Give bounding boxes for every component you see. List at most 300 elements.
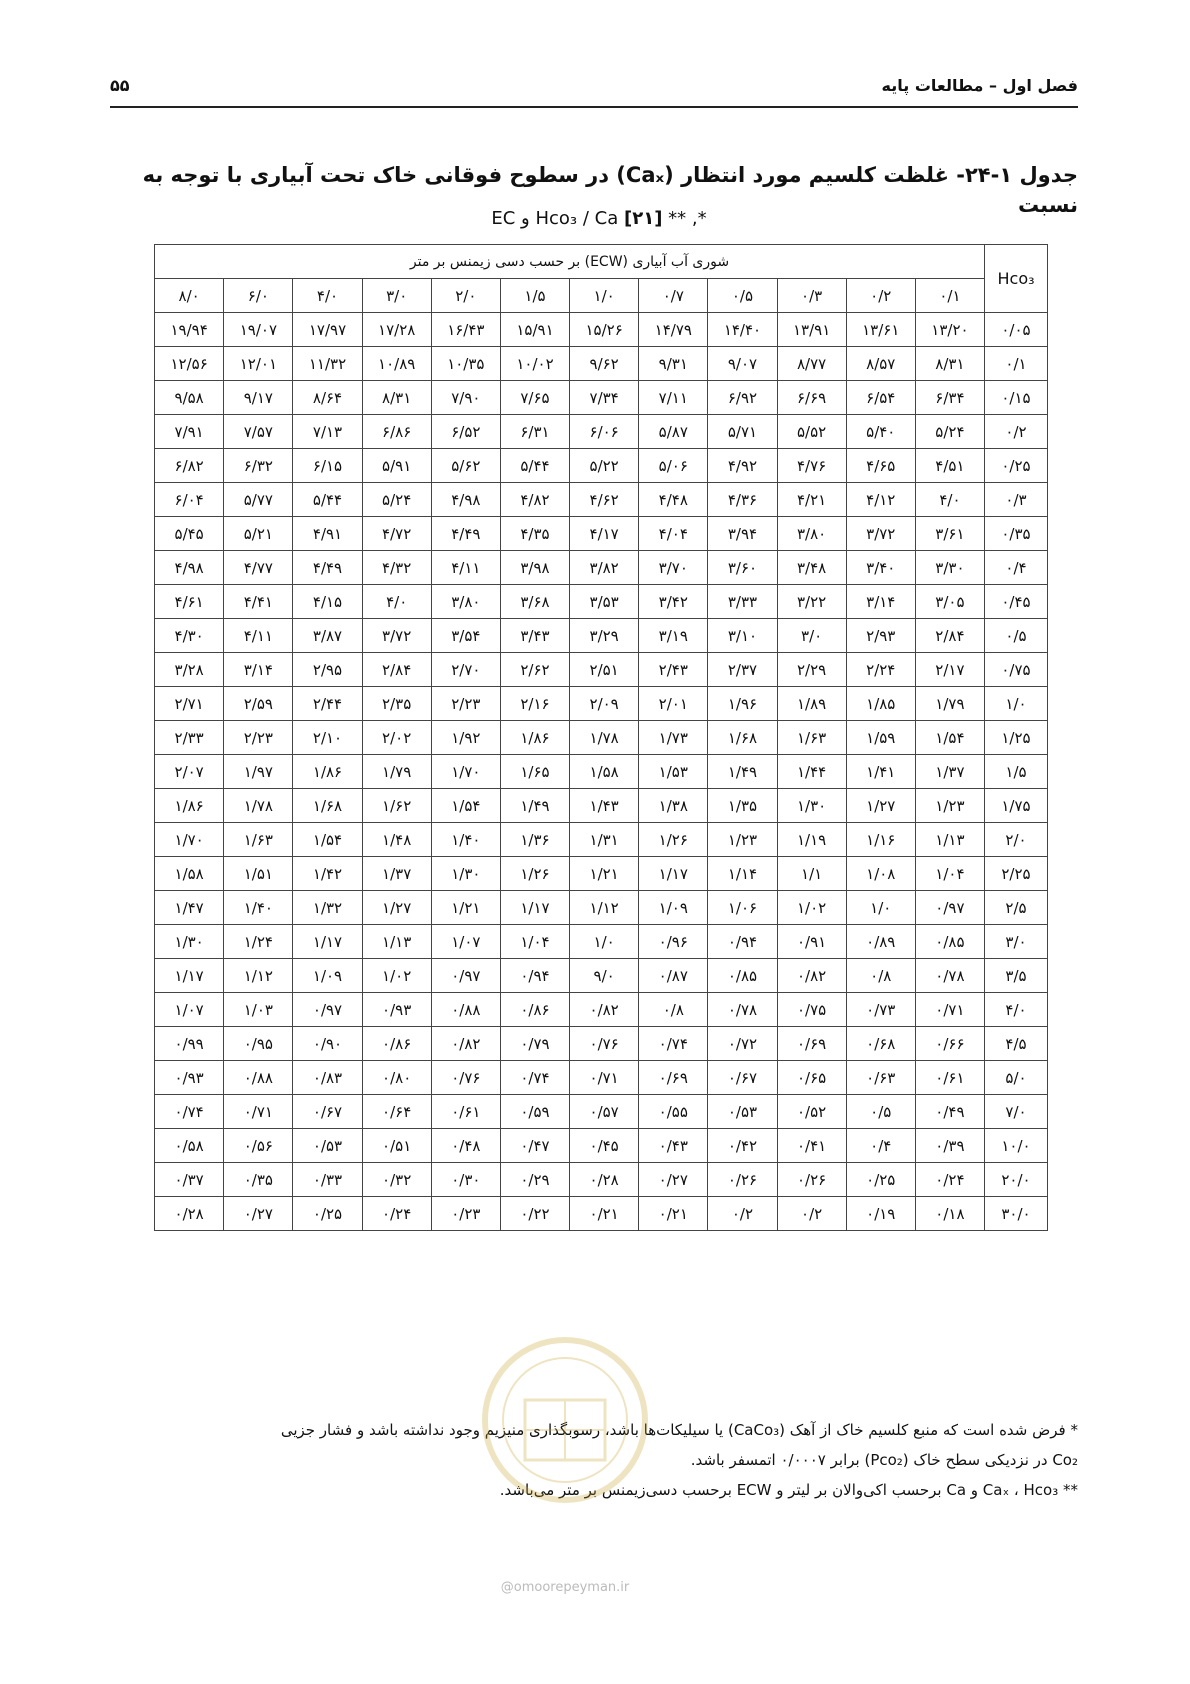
cax-value-cell: ۲/۹۵: [293, 653, 362, 687]
cax-value-cell: ۰/۲۵: [846, 1163, 915, 1197]
table-row: [155, 483, 1048, 517]
hco3-value-cell: ۰/۱۵: [985, 381, 1048, 415]
cax-value-cell: ۸/۳۱: [362, 381, 431, 415]
cax-value-cell: ۳/۸۷: [293, 619, 362, 653]
cax-value-cell: ۲/۴۳: [639, 653, 708, 687]
cax-value-cell: ۰/۴۱: [777, 1129, 846, 1163]
cax-value-cell: ۵/۴۴: [500, 449, 569, 483]
cax-value-cell: ۱/۳۷: [915, 755, 984, 789]
table-caption: جدول ۱-۲۴- غلظت کلسیم مورد انتظار (Caₓ) در سطوح فوقانی خاک تحت آبیاری با توجه به نسبت: [142, 163, 1078, 217]
cax-value-cell: ۳/۷۲: [846, 517, 915, 551]
cax-value-cell: ۰/۲۷: [639, 1163, 708, 1197]
cax-value-cell: ۴/۵۱: [915, 449, 984, 483]
cax-value-cell: ۲/۱۶: [500, 687, 569, 721]
cax-value-cell: ۲/۸۴: [362, 653, 431, 687]
cax-value-cell: ۰/۳۹: [915, 1129, 984, 1163]
table-row: [155, 1163, 1048, 1197]
hco3-value-cell: ۱/۵: [985, 755, 1048, 789]
cax-value-cell: ۳/۴۸: [777, 551, 846, 585]
cax-value-cell: ۵/۹۱: [362, 449, 431, 483]
cax-value-cell: ۴/۰: [362, 585, 431, 619]
table-row: [155, 891, 1048, 925]
cax-value-cell: ۰/۷۴: [155, 1095, 224, 1129]
cax-value-cell: ۷/۹۱: [155, 415, 224, 449]
cax-value-cell: ۲/۲۳: [431, 687, 500, 721]
cax-value-cell: ۶/۰۶: [570, 415, 639, 449]
cax-value-cell: ۰/۵۵: [639, 1095, 708, 1129]
cax-value-cell: ۲/۲۹: [777, 653, 846, 687]
cax-value-cell: ۰/۷۶: [431, 1061, 500, 1095]
cax-value-cell: ۴/۹۸: [431, 483, 500, 517]
cax-value-cell: ۱/۰۹: [639, 891, 708, 925]
cax-value-cell: ۳/۱۰: [708, 619, 777, 653]
cax-value-cell: ۱/۸۶: [293, 755, 362, 789]
cax-value-cell: ۱/۶۳: [224, 823, 293, 857]
cax-value-cell: ۶/۳۲: [224, 449, 293, 483]
cax-value-cell: ۰/۹۷: [293, 993, 362, 1027]
table-row: [155, 959, 1048, 993]
cax-value-cell: ۱/۰: [846, 891, 915, 925]
cax-value-cell: ۹/۶۲: [570, 347, 639, 381]
cax-value-cell: ۰/۵۲: [777, 1095, 846, 1129]
table-row: [155, 1197, 1048, 1231]
cax-value-cell: ۲/۵۱: [570, 653, 639, 687]
table-row: [155, 381, 1048, 415]
cax-value-cell: ۹/۱۷: [224, 381, 293, 415]
caption-reference: [۲۱]: [623, 208, 663, 229]
cax-value-cell: ۱/۳۰: [777, 789, 846, 823]
cax-value-cell: ۰/۲۷: [224, 1197, 293, 1231]
cax-value-cell: ۰/۸۲: [431, 1027, 500, 1061]
cax-value-cell: ۶/۳۱: [500, 415, 569, 449]
cax-value-cell: ۳/۵۴: [431, 619, 500, 653]
cax-value-cell: ۱/۷۳: [639, 721, 708, 755]
cax-value-cell: ۰/۹۴: [500, 959, 569, 993]
cax-value-cell: ۸/۳۱: [915, 347, 984, 381]
cax-value-cell: ۵/۴۴: [293, 483, 362, 517]
cax-value-cell: ۰/۱۹: [846, 1197, 915, 1231]
cax-value-cell: ۱/۸۶: [155, 789, 224, 823]
table-header-row-2: [155, 279, 1048, 313]
cax-value-cell: ۲/۲۳: [224, 721, 293, 755]
cax-value-cell: ۴/۳۰: [155, 619, 224, 653]
ecw-column-header: ۸/۰: [155, 279, 224, 313]
cax-value-cell: ۸/۶۴: [293, 381, 362, 415]
cax-value-cell: ۴/۹۱: [293, 517, 362, 551]
cax-value-cell: ۲/۰۱: [639, 687, 708, 721]
cax-value-cell: ۳/۶۰: [708, 551, 777, 585]
watermark-site: @omoorepeyman.ir: [500, 1580, 630, 1595]
cax-value-cell: ۰/۶۵: [777, 1061, 846, 1095]
cax-value-cell: ۰/۲۸: [155, 1197, 224, 1231]
page-header: [110, 76, 1078, 108]
cax-value-cell: ۱۷/۲۸: [362, 313, 431, 347]
hco3-value-cell: ۳/۰: [985, 925, 1048, 959]
cax-value-cell: ۵/۷۱: [708, 415, 777, 449]
table-body: [155, 313, 1048, 1231]
hco3-value-cell: ۰/۷۵: [985, 653, 1048, 687]
cax-value-cell: ۰/۷۶: [570, 1027, 639, 1061]
footnote-2: ** Caₓ ، Hco₃ و Ca برحسب اکی‌والان بر لیتر و ECW برحسب دسی‌زیمنس بر متر می‌باشد.: [499, 1481, 1078, 1499]
caption-suffix: *, **: [668, 208, 707, 229]
cax-value-cell: ۰/۸۵: [708, 959, 777, 993]
cax-value-cell: ۱/۲۳: [708, 823, 777, 857]
cax-value-cell: ۱۶/۴۳: [431, 313, 500, 347]
cax-value-cell: ۰/۸۷: [639, 959, 708, 993]
hco3-value-cell: ۲/۵: [985, 891, 1048, 925]
cax-value-cell: ۰/۳۰: [431, 1163, 500, 1197]
cax-value-cell: ۰/۱۸: [915, 1197, 984, 1231]
hco3-value-cell: ۰/۴: [985, 551, 1048, 585]
cax-value-cell: ۳/۸۰: [431, 585, 500, 619]
ecw-column-header: ۱/۵: [500, 279, 569, 313]
hco3-value-cell: ۳۰/۰: [985, 1197, 1048, 1231]
cax-value-cell: ۰/۶۴: [362, 1095, 431, 1129]
cax-value-cell: ۷/۵۷: [224, 415, 293, 449]
table-row: [155, 517, 1048, 551]
cax-value-cell: ۵/۴۵: [155, 517, 224, 551]
cax-value-cell: ۱۴/۴۰: [708, 313, 777, 347]
cax-value-cell: ۳/۷۲: [362, 619, 431, 653]
cax-value-cell: ۳/۱۴: [846, 585, 915, 619]
chapter-title: فصل اول – مطالعات پایه: [881, 76, 1078, 95]
cax-value-cell: ۱/۷۰: [431, 755, 500, 789]
cax-value-cell: ۱/۰۷: [155, 993, 224, 1027]
cax-value-cell: ۴/۱۵: [293, 585, 362, 619]
cax-value-cell: ۱/۷۹: [915, 687, 984, 721]
cax-value-cell: ۱/۳۷: [362, 857, 431, 891]
cax-value-cell: ۱/۸۶: [500, 721, 569, 755]
cax-value-cell: ۰/۴۹: [915, 1095, 984, 1129]
table-row: [155, 449, 1048, 483]
cax-value-cell: ۹/۰۷: [708, 347, 777, 381]
cax-value-cell: ۳/۵۳: [570, 585, 639, 619]
cax-value-cell: ۰/۶۷: [708, 1061, 777, 1095]
cax-value-cell: ۰/۷۳: [846, 993, 915, 1027]
cax-value-cell: ۰/۶۳: [846, 1061, 915, 1095]
ecw-column-header: ۰/۵: [708, 279, 777, 313]
table-row: [155, 653, 1048, 687]
cax-value-cell: ۰/۶۱: [431, 1095, 500, 1129]
cax-value-cell: ۰/۹۴: [708, 925, 777, 959]
cax-value-cell: ۰/۵۳: [293, 1129, 362, 1163]
cax-value-cell: ۱/۷۸: [570, 721, 639, 755]
table-row: [155, 857, 1048, 891]
cax-value-cell: ۰/۸۳: [293, 1061, 362, 1095]
cax-value-cell: ۱/۸۹: [777, 687, 846, 721]
cax-value-cell: ۳/۸۲: [570, 551, 639, 585]
cax-value-cell: ۳/۶۱: [915, 517, 984, 551]
cax-value-cell: ۱/۹۶: [708, 687, 777, 721]
cax-value-cell: ۱/۷۹: [362, 755, 431, 789]
cax-value-cell: ۰/۹۷: [431, 959, 500, 993]
hco3-value-cell: ۱/۲۵: [985, 721, 1048, 755]
cax-value-cell: ۱/۵۴: [915, 721, 984, 755]
cax-value-cell: ۱/۶۸: [293, 789, 362, 823]
cax-value-cell: ۶/۳۴: [915, 381, 984, 415]
cax-value-cell: ۱/۲۷: [846, 789, 915, 823]
hco3-value-cell: ۳/۵: [985, 959, 1048, 993]
table-row: [155, 585, 1048, 619]
cax-value-cell: ۰/۷۹: [500, 1027, 569, 1061]
cax-value-cell: ۱/۱۶: [846, 823, 915, 857]
cax-value-cell: ۱/۰۳: [224, 993, 293, 1027]
cax-value-cell: ۰/۹۹: [155, 1027, 224, 1061]
cax-value-cell: ۷/۱۳: [293, 415, 362, 449]
table-row: [155, 789, 1048, 823]
cax-value-cell: ۴/۱۲: [846, 483, 915, 517]
cax-value-cell: ۰/۹۱: [777, 925, 846, 959]
cax-value-cell: ۴/۴۱: [224, 585, 293, 619]
cax-value-cell: ۱/۶۵: [500, 755, 569, 789]
cax-value-cell: ۲/۶۲: [500, 653, 569, 687]
hco3-value-cell: ۰/۳: [985, 483, 1048, 517]
cax-value-cell: ۰/۸۰: [362, 1061, 431, 1095]
ecw-column-header: ۰/۲: [846, 279, 915, 313]
cax-value-cell: ۰/۴۲: [708, 1129, 777, 1163]
cax-value-cell: ۱۰/۰۲: [500, 347, 569, 381]
cax-value-cell: ۰/۷۵: [777, 993, 846, 1027]
cax-value-cell: ۳/۲۹: [570, 619, 639, 653]
cax-value-cell: ۱/۱۹: [777, 823, 846, 857]
cax-value-cell: ۱/۵۴: [293, 823, 362, 857]
cax-value-cell: ۱/۵۹: [846, 721, 915, 755]
table-row: [155, 1095, 1048, 1129]
cax-value-cell: ۲/۸۴: [915, 619, 984, 653]
cax-value-cell: ۲/۰۲: [362, 721, 431, 755]
cax-value-cell: ۰/۳۵: [224, 1163, 293, 1197]
cax-value-cell: ۰/۸۸: [431, 993, 500, 1027]
cax-value-cell: ۱/۰۹: [293, 959, 362, 993]
cax-value-cell: ۳/۷۰: [639, 551, 708, 585]
cax-value-cell: ۹/۰: [570, 959, 639, 993]
cax-value-cell: ۱/۳۶: [500, 823, 569, 857]
cax-value-cell: ۰/۴: [846, 1129, 915, 1163]
cax-value-cell: ۱/۰۷: [431, 925, 500, 959]
cax-value-cell: ۱/۲۳: [915, 789, 984, 823]
cax-value-cell: ۴/۴۹: [431, 517, 500, 551]
cax-value-cell: ۱/۳۲: [293, 891, 362, 925]
hco3-value-cell: ۵/۰: [985, 1061, 1048, 1095]
cax-value-cell: ۲/۵۹: [224, 687, 293, 721]
cax-value-cell: ۴/۸۲: [500, 483, 569, 517]
cax-value-cell: ۱/۲۴: [224, 925, 293, 959]
cax-value-cell: ۲/۰۹: [570, 687, 639, 721]
cax-value-cell: ۱۳/۲۰: [915, 313, 984, 347]
cax-value-cell: ۰/۶۹: [639, 1061, 708, 1095]
cax-value-cell: ۱/۳۰: [155, 925, 224, 959]
cax-value-cell: ۱۹/۹۴: [155, 313, 224, 347]
cax-value-cell: ۴/۳۲: [362, 551, 431, 585]
cax-value-cell: ۴/۴۹: [293, 551, 362, 585]
cax-value-cell: ۱/۱۷: [639, 857, 708, 891]
cax-value-cell: ۲/۴۴: [293, 687, 362, 721]
salinity-group-header: شوری آب آبیاری (ECW) بر حسب دسی زیمنس بر متر: [155, 245, 985, 279]
hco3-value-cell: ۱/۰: [985, 687, 1048, 721]
cax-value-cell: ۱۴/۷۹: [639, 313, 708, 347]
table-row: [155, 1129, 1048, 1163]
cax-value-cell: ۱/۴۴: [777, 755, 846, 789]
cax-value-cell: ۶/۵۴: [846, 381, 915, 415]
cax-value-cell: ۵/۲۲: [570, 449, 639, 483]
cax-value-cell: ۳/۹۴: [708, 517, 777, 551]
cax-value-cell: ۴/۹۸: [155, 551, 224, 585]
table-row: [155, 415, 1048, 449]
ecw-column-header: ۰/۱: [915, 279, 984, 313]
cax-value-cell: ۱/۱۷: [293, 925, 362, 959]
cax-value-cell: ۰/۶۶: [915, 1027, 984, 1061]
cax-value-cell: ۳/۱۹: [639, 619, 708, 653]
table-row: [155, 993, 1048, 1027]
cax-value-cell: ۱۹/۰۷: [224, 313, 293, 347]
cax-value-cell: ۱/۵۸: [155, 857, 224, 891]
cax-value-cell: ۰/۸: [846, 959, 915, 993]
hco3-value-cell: ۱/۷۵: [985, 789, 1048, 823]
cax-value-cell: ۰/۸۸: [224, 1061, 293, 1095]
table-row: [155, 1027, 1048, 1061]
hco3-value-cell: ۲/۲۵: [985, 857, 1048, 891]
cax-value-cell: ۱۷/۹۷: [293, 313, 362, 347]
cax-value-cell: ۱/۱۲: [570, 891, 639, 925]
cax-value-cell: ۱/۳۸: [639, 789, 708, 823]
cax-value-cell: ۰/۷۸: [708, 993, 777, 1027]
cax-value-cell: ۶/۹۲: [708, 381, 777, 415]
cax-value-cell: ۰/۳۲: [362, 1163, 431, 1197]
cax-value-cell: ۳/۱۴: [224, 653, 293, 687]
cax-value-cell: ۰/۷۱: [915, 993, 984, 1027]
cax-value-cell: ۰/۲۳: [431, 1197, 500, 1231]
cax-value-cell: ۴/۰۴: [639, 517, 708, 551]
cax-value-cell: ۱/۱۳: [362, 925, 431, 959]
cax-value-cell: ۱۰/۸۹: [362, 347, 431, 381]
cax-value-cell: ۲/۱۰: [293, 721, 362, 755]
cax-value-cell: ۲/۳۳: [155, 721, 224, 755]
cax-value-cell: ۲/۷۰: [431, 653, 500, 687]
cax-value-cell: ۴/۷۶: [777, 449, 846, 483]
cax-value-cell: ۰/۷۱: [570, 1061, 639, 1095]
cax-value-cell: ۰/۳۷: [155, 1163, 224, 1197]
cax-value-cell: ۱۵/۲۶: [570, 313, 639, 347]
table-caption-subline: [120, 205, 1078, 233]
cax-value-cell: ۰/۶۱: [915, 1061, 984, 1095]
cax-value-cell: ۱/۵۴: [431, 789, 500, 823]
cax-value-cell: ۴/۷۲: [362, 517, 431, 551]
cax-value-cell: ۰/۸: [639, 993, 708, 1027]
cax-value-cell: ۰/۷۴: [500, 1061, 569, 1095]
cax-value-cell: ۱۳/۶۱: [846, 313, 915, 347]
cax-value-cell: ۱/۰۴: [915, 857, 984, 891]
cax-value-cell: ۱/۲۶: [500, 857, 569, 891]
cax-value-cell: ۰/۸۵: [915, 925, 984, 959]
cax-value-cell: ۱/۰۲: [777, 891, 846, 925]
cax-value-cell: ۷/۹۰: [431, 381, 500, 415]
cax-value-cell: ۰/۳۳: [293, 1163, 362, 1197]
cax-value-cell: ۰/۹۳: [155, 1061, 224, 1095]
cax-value-cell: ۰/۵: [846, 1095, 915, 1129]
cax-value-cell: ۶/۸۲: [155, 449, 224, 483]
cax-value-cell: ۰/۶۹: [777, 1027, 846, 1061]
cax-value-cell: ۵/۷۷: [224, 483, 293, 517]
cax-value-cell: ۴/۹۲: [708, 449, 777, 483]
hco3-value-cell: ۱۰/۰: [985, 1129, 1048, 1163]
cax-value-cell: ۴/۷۷: [224, 551, 293, 585]
cax-value-cell: ۴/۶۵: [846, 449, 915, 483]
cax-value-cell: ۱/۷۰: [155, 823, 224, 857]
cax-value-cell: ۱۳/۹۱: [777, 313, 846, 347]
cax-value-cell: ۱/۴۸: [362, 823, 431, 857]
cax-value-cell: ۱/۵۱: [224, 857, 293, 891]
cax-value-cell: ۱/۴۰: [431, 823, 500, 857]
cax-value-cell: ۴/۱۱: [431, 551, 500, 585]
cax-value-cell: ۳/۴۳: [500, 619, 569, 653]
cax-value-cell: ۰/۲: [708, 1197, 777, 1231]
cax-value-cell: ۴/۱۷: [570, 517, 639, 551]
cax-value-cell: ۰/۲۱: [639, 1197, 708, 1231]
cax-value-cell: ۱/۳۰: [431, 857, 500, 891]
cax-value-cell: ۴/۴۸: [639, 483, 708, 517]
cax-value-cell: ۱/۴۹: [500, 789, 569, 823]
cax-value-cell: ۱/۴۱: [846, 755, 915, 789]
calcium-table: [154, 244, 1048, 1231]
cax-value-cell: ۲/۹۳: [846, 619, 915, 653]
cax-value-cell: ۰/۵۹: [500, 1095, 569, 1129]
cax-value-cell: ۰/۲۵: [293, 1197, 362, 1231]
cax-value-cell: ۲/۷۱: [155, 687, 224, 721]
cax-value-cell: ۱/۲۱: [431, 891, 500, 925]
cax-value-cell: ۱/۹۲: [431, 721, 500, 755]
cax-value-cell: ۵/۵۲: [777, 415, 846, 449]
cax-value-cell: ۶/۱۵: [293, 449, 362, 483]
cax-value-cell: ۰/۲۴: [362, 1197, 431, 1231]
cax-value-cell: ۱/۳۵: [708, 789, 777, 823]
cax-value-cell: ۰/۶۸: [846, 1027, 915, 1061]
cax-value-cell: ۶/۶۹: [777, 381, 846, 415]
cax-value-cell: ۱/۹۷: [224, 755, 293, 789]
cax-value-cell: ۰/۲۲: [500, 1197, 569, 1231]
cax-value-cell: ۱/۷۸: [224, 789, 293, 823]
cax-value-cell: ۱/۱۷: [155, 959, 224, 993]
cax-value-cell: ۰/۹۰: [293, 1027, 362, 1061]
cax-value-cell: ۰/۸۲: [777, 959, 846, 993]
cax-value-cell: ۸/۷۷: [777, 347, 846, 381]
cax-value-cell: ۲/۲۴: [846, 653, 915, 687]
cax-value-cell: ۰/۲۶: [708, 1163, 777, 1197]
hco3-value-cell: ۷/۰: [985, 1095, 1048, 1129]
hco3-value-cell: ۴/۰: [985, 993, 1048, 1027]
cax-value-cell: ۵/۶۲: [431, 449, 500, 483]
cax-value-cell: ۰/۵۱: [362, 1129, 431, 1163]
cax-value-cell: ۰/۲۴: [915, 1163, 984, 1197]
cax-value-cell: ۰/۲۶: [777, 1163, 846, 1197]
cax-value-cell: ۱/۱: [777, 857, 846, 891]
table-row: [155, 313, 1048, 347]
cax-value-cell: ۱/۳۱: [570, 823, 639, 857]
cax-value-cell: ۰/۲۸: [570, 1163, 639, 1197]
footnotes: [110, 1415, 1078, 1505]
cax-value-cell: ۰/۸۶: [362, 1027, 431, 1061]
cax-value-cell: ۵/۲۱: [224, 517, 293, 551]
cax-value-cell: ۱/۲۷: [362, 891, 431, 925]
cax-value-cell: ۱۲/۵۶: [155, 347, 224, 381]
cax-value-cell: ۱/۴۹: [708, 755, 777, 789]
cax-value-cell: ۰/۷۲: [708, 1027, 777, 1061]
cax-value-cell: ۳/۰: [777, 619, 846, 653]
cax-value-cell: ۳/۳۰: [915, 551, 984, 585]
cax-value-cell: ۱/۶۸: [708, 721, 777, 755]
cax-value-cell: ۰/۸۹: [846, 925, 915, 959]
cax-value-cell: ۷/۶۵: [500, 381, 569, 415]
cax-value-cell: ۰/۷۴: [639, 1027, 708, 1061]
